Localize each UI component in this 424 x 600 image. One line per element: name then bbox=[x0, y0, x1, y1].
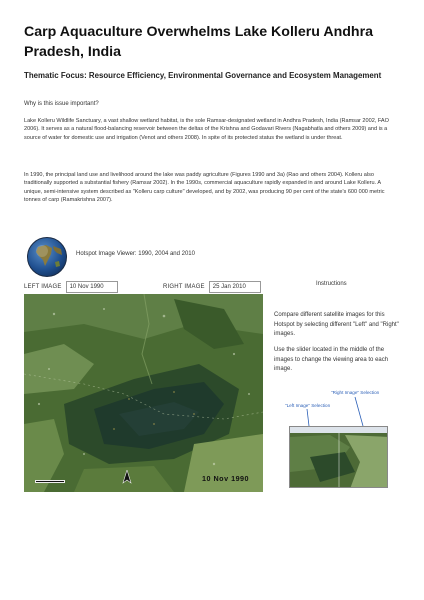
left-selection-annotation: "Left Image" Selection bbox=[285, 403, 331, 408]
instructions-label: Instructions bbox=[316, 281, 347, 287]
left-image-select[interactable]: 10 Nov 1990 bbox=[66, 281, 118, 293]
scale-bar-icon bbox=[35, 480, 65, 483]
instructions-text-1: Compare different satellite images for this Hotspot by selecting different "Left" and "Right" images. bbox=[274, 312, 399, 338]
right-selection-annotation: "Right Image" Selection bbox=[331, 390, 380, 395]
globe-icon[interactable] bbox=[27, 237, 67, 277]
thematic-focus-heading: Thematic Focus: Resource Efficiency, Environmental Governance and Ecosystem Management bbox=[24, 71, 382, 80]
right-image-label: RIGHT IMAGE bbox=[163, 284, 205, 290]
why-important-heading: Why is this issue important? bbox=[24, 101, 99, 107]
body-paragraph-1: Lake Kolleru Wildlife Sanctuary, a vast shallow wetland habitat, is the sole Ramsar-designated wetland in Andhra Pradesh, India (Ramsar 2002, FAO 2006). It serves as a natural flood-balancing reservoir between the deltas of the Krishna and Godavari Rivers (Nagabhatla and others 2009) and is a source of water for domestic use and irrigation (Venot and others 2008). In spite of its protected status the wetland is under threat. bbox=[24, 118, 389, 141]
image-date-stamp: 10 Nov 1990 bbox=[202, 474, 250, 483]
right-image-control bbox=[163, 281, 261, 293]
right-image-select[interactable]: 25 Jan 2010 bbox=[209, 281, 261, 293]
left-image-label: LEFT IMAGE bbox=[24, 284, 62, 290]
north-arrow-icon bbox=[122, 470, 132, 484]
page-title: Carp Aquaculture Overwhelms Lake Kolleru Andhra Pradesh, India bbox=[24, 24, 373, 60]
viewer-caption: Hotspot Image Viewer: 1990, 2004 and 2010 bbox=[76, 251, 195, 257]
left-image-control bbox=[24, 281, 118, 293]
instructions-example-figure bbox=[285, 390, 395, 492]
instructions-text-2: Use the slider located in the middle of the images to change the viewing area to each image. bbox=[274, 347, 389, 373]
satellite-image[interactable] bbox=[24, 294, 263, 492]
body-paragraph-2: In 1990, the principal land use and livelihood around the lake was paddy agriculture (Figures 1990 and 3a) (Rao and others 2004). Kolleru also traditionally supported a substantial fishery (Ramsar 2002). In the 1990s, commercial aquaculture rapidly expanded in and around Lake Kolleru. A unique, semi-intensive system described as "Kolleru carp culture" developed, and by 2002, was producing 90 per cent of the state's 600 000 metric tonnes of carp (Ramakrishna 2007). bbox=[24, 172, 385, 203]
example-viewer-thumbnail bbox=[289, 426, 388, 488]
